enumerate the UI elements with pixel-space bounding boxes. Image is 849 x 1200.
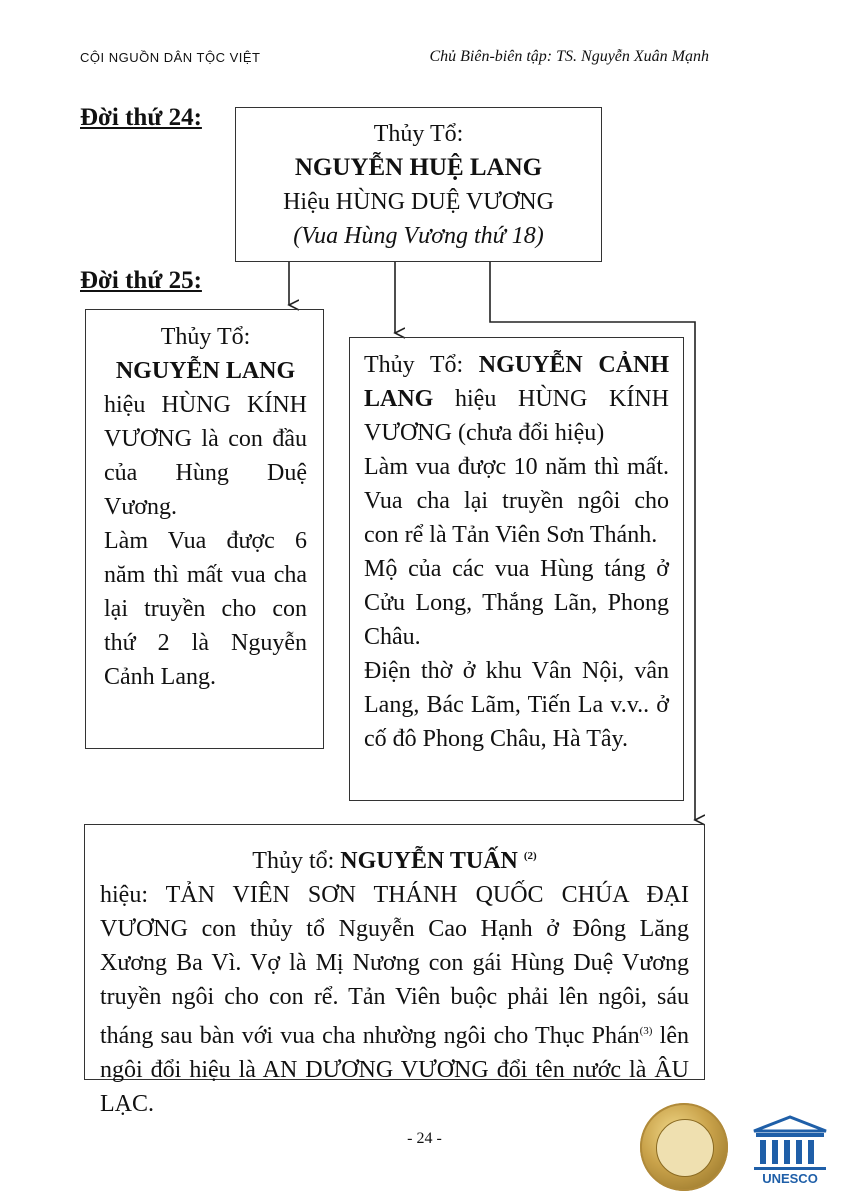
box-bottom-prefix: Thủy tổ: <box>252 848 341 874</box>
generation-24-label: Đời thứ 24: <box>80 104 202 131</box>
box-bottom-text2: lên ngôi đổi hiệu là AN DƯƠNG VƯƠNG đổi tên nước là ÂU LẠC. <box>100 1023 689 1117</box>
box-nguyen-canh-lang <box>349 337 684 801</box>
box-bottom-body <box>100 878 689 1121</box>
seal-center <box>656 1119 714 1177</box>
box-top-name: NGUYỄN HUỆ LANG <box>294 154 543 181</box>
box-top-title: Hiệu HÙNG DUỆ VƯƠNG <box>283 189 554 215</box>
box-bottom-text: hiệu: TẢN VIÊN SƠN THÁNH QUỐC CHÚA ĐẠI VƯƠNG con thủy tổ Nguyễn Cao Hạnh ở Đông Lăng Xương Ba Vì. Vợ là Mị Nương con gái Hùng Duệ Vương truyền ngôi cho con rể. Tản Viên buộc phải lên ngôi, sáu tháng sau bàn với vua cha nhường ngôi cho Thục Phán <box>100 882 689 1049</box>
box-middle-temples: Điện thờ ở khu Vân Nội, vân Lang, Bác Lãm, Tiến La v.v.. ở cố đô Phong Châu, Hà Tây. <box>364 658 669 752</box>
unesco-logo-text: UNESCO <box>762 1171 818 1186</box>
box-bottom-heading <box>100 839 689 878</box>
box-nguyen-tuan <box>84 824 705 1117</box>
footnote-ref-3: (3) <box>639 1025 653 1037</box>
box-top-note: (Vua Hùng Vương thứ 18) <box>293 223 544 249</box>
page-number: - 24 - <box>407 1130 442 1147</box>
box-left-name: NGUYỄN LANG <box>115 358 296 384</box>
box-middle-tombs: Mộ của các vua Hùng táng ở Cửu Long, Thắng Lãn, Phong Châu. <box>364 556 669 650</box>
box-nguyen-hue-lang <box>235 107 602 262</box>
header-editor: Chủ Biên-biên tập: TS. Nguyễn Xuân Mạnh <box>429 48 709 65</box>
box-middle-intro <box>364 348 669 450</box>
box-left-text: hiệu HÙNG KÍNH VƯƠNG là con đầu của Hùng Duệ Vương. <box>104 392 307 520</box>
box-middle-prefix: Thủy Tổ: <box>364 352 479 378</box>
header-left-title: CỘI NGUỒN DÂN TỘC VIỆT <box>80 50 261 65</box>
generation-25-label: Đời thứ 25: <box>80 267 202 294</box>
box-middle-rest: hiệu HÙNG KÍNH VƯƠNG (chưa đổi hiệu) <box>364 386 669 446</box>
unesco-logo-icon <box>750 1115 830 1187</box>
box-top-line1: Thủy Tổ: <box>373 121 464 147</box>
footnote-ref-2: (2) <box>523 850 537 862</box>
box-bottom-name: NGUYỄN TUẤN <box>340 848 518 874</box>
box-middle-name: NGUYỄN CẢNH LANG <box>364 352 669 412</box>
box-left-line1: Thủy Tổ: <box>160 324 251 350</box>
family-seal-icon <box>640 1103 728 1191</box>
box-middle-reign: Làm vua được 10 năm thì mất. Vua cha lại truyền ngôi cho con rể là Tản Viên Sơn Thánh. <box>364 454 669 548</box>
box-left-text2: Làm Vua được 6 năm thì mất vua cha lại truyền cho con thứ 2 là Nguyễn Cảnh Lang. <box>104 528 307 690</box>
box-nguyen-lang <box>85 309 324 749</box>
